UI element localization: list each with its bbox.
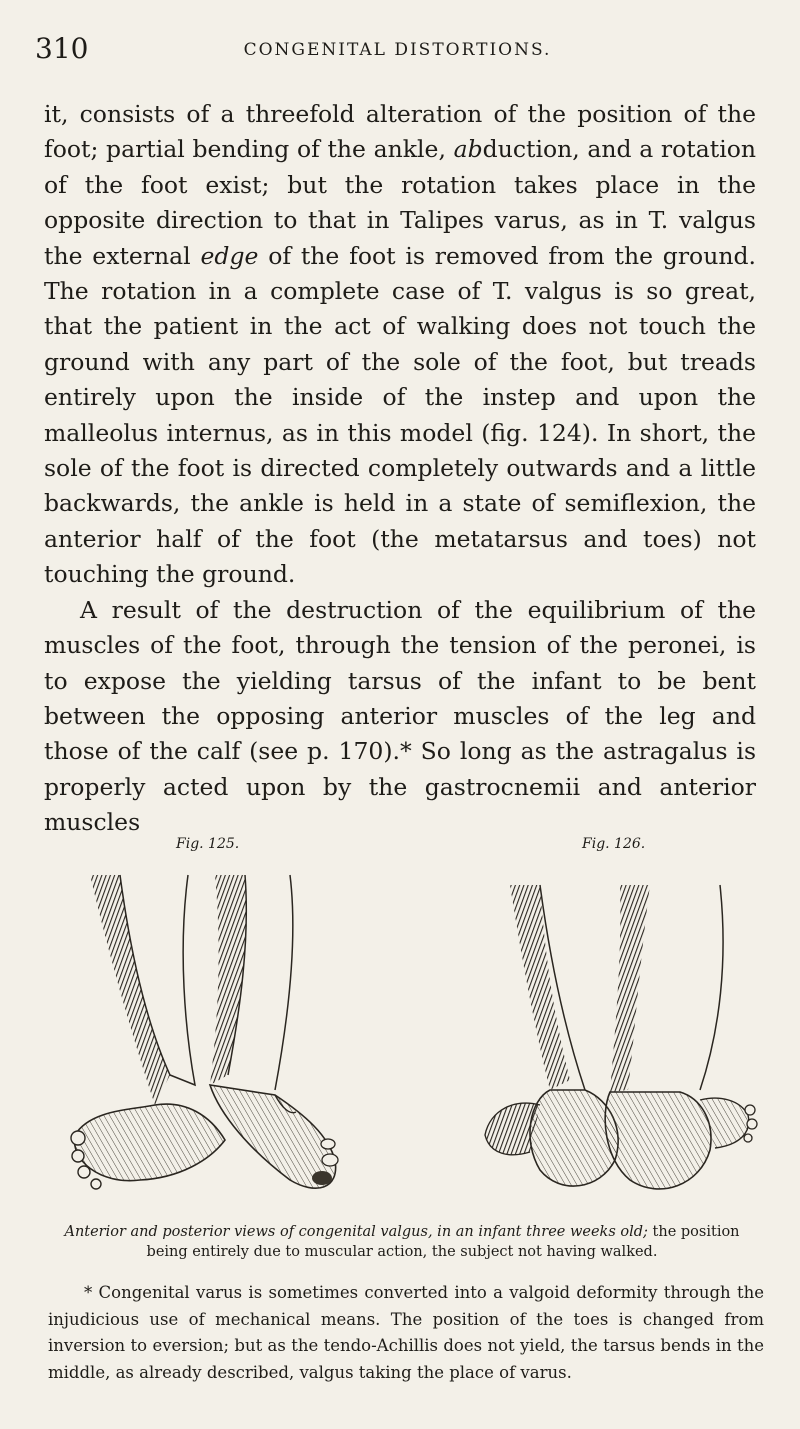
right-leg-shade [210,875,246,1085]
figure-caption [52,1222,752,1262]
footnote [48,1280,764,1386]
left-foot [74,1104,225,1181]
fig-126-drawing [485,885,757,1189]
footnote-text: * Congenital varus is sometimes converted into a valgoid deformity through the injudicious use of mechanical means. The position of the toes is changed from inversion to eversion; but as the tendo-Achillis does not yield, the tarsus bends in the middle, as already described, valgus taking the place of varus. [48,1283,764,1382]
fig-125-label: Fig. 125. [176,836,240,852]
caption-roman: the position being entirely due to muscular action, the subject not having walked. [146,1224,740,1260]
caption-italic: Anterior and posterior views of congenital valgus, in an infant three weeks old; [64,1224,648,1240]
body-text [44,97,756,841]
paragraph-1 [44,97,756,593]
paragraph-1-part-1: it, consists of a threefold alteration of the position of the foot; partial bending of the ankle, [44,100,756,164]
left-leg-shade [90,875,170,1105]
posterior-left-leg-shade [510,885,570,1090]
paragraph-2: A result of the destruction of the equilibrium of the muscles of the foot, through the tension of the peronei, is to expose the yielding tarsus of the infant to be bent between the opposing anterior muscles of the leg and those of the calf (see p. 170).* So long as the astragalus is properly acted upon by the gastrocnemii and anterior muscles [44,595,756,837]
figure-illustration [60,860,760,1220]
abduction-emphasis: ab [453,135,483,164]
page-header [35,32,760,72]
paragraph-1-part-3: of the foot is removed from the ground. The rotation in a complete case of T. valgus is so great, that the patient in the act of walking does not touch the ground with any part of the sole of the foot, but treads entirely upon the inside of the instep and upon the malleolus internus, as in this model (fig. 124). In short, the sole of the foot is directed completely outwards and a little backwards, the ankle is held in a state of semiflexion, the anterior half of the foot (the metatarsus and toes) not touching the ground. [44,241,756,589]
posterior-left-heel [530,1090,618,1186]
edge-emphasis: edge [200,241,259,270]
fig-125-drawing [71,875,338,1189]
posterior-right-heel [605,1092,711,1189]
paragraph-1-part-2: duction, and a rotation of the foot exist; but the rotation takes place in the opposite direction to that in Talipes varus, as in T. valgus the external [44,135,756,270]
fig-126-label: Fig. 126. [582,836,646,852]
page-number: 310 [35,32,89,65]
running-title: CONGENITAL DISTORTIONS. [243,40,552,60]
posterior-right-leg-shade [610,885,650,1092]
